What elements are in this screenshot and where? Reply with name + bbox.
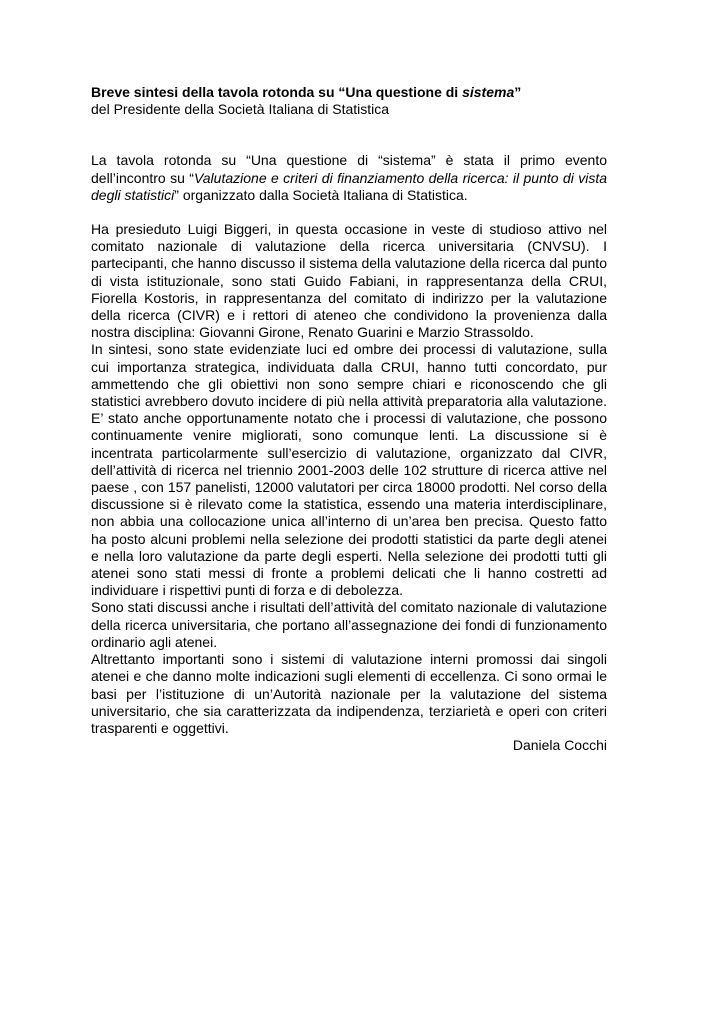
- spacer: [91, 118, 607, 152]
- document-title: [91, 84, 607, 101]
- title-suffix: ”: [514, 84, 522, 100]
- intro-text-start: La tavola rotonda su “Una questione di “sistema” è stata il primo evento dell’incontro su “: [91, 152, 607, 186]
- author-signature: Daniela Cocchi: [512, 737, 607, 754]
- title-italic: sistema: [462, 84, 515, 100]
- paragraph-internal-systems: Altrettanto importanti sono i sistemi di valutazione interni promossi dai singoli atenei e che danno molte indicazioni sugli elementi di eccellenza. Ci sono ormai le basi per l’istituzione di un’Autorità nazionale per la valutazione del sistema universitario, che sia caratterizzata da indipendenza, terziarietà e operi con criteri trasparenti e oggettivi.: [91, 651, 607, 736]
- document-subtitle: del Presidente della Società Italiana di Statistica: [91, 101, 390, 118]
- spacer: [91, 204, 607, 221]
- document-body: [91, 84, 607, 754]
- intro-event-title: Valutazione e criteri di finanziamento della ricerca: il punto di vista degli statistici: [91, 169, 608, 203]
- paragraph-summary: In sintesi, sono state evidenziate luci ed ombre dei processi di valutazione, sulla cui importanza strategica, individuata dalla CRUI, hanno tutti concordato, pur ammettendo che gli obiettivi non sono sempre chiari e riconoscendo che gli statistici avrebbero dovuto incidere di più nella attività preparatoria alla valutazione. E’ stato anche opportunamente notato che i processi di valutazione, che possono continuamente venire migliorati, sono comunque lenti. La discussione si è incentrata particolarmente sull’esercizio di valutazione, organizzato dal CIVR, dell’attività di ricerca nel triennio 2001-2003 delle 102 strutture di ricerca attive nel paese , con 157 panelisti, 12000 valutatori per circa 18000 prodotti. Nel corso della discussione si è rilevato come la statistica, essendo una materia interdisciplinare, non abbia una collocazione unica all’interno di un’area ben precisa. Questo fatto ha posto alcuni problemi nella selezione dei prodotti statistici da parte degli atenei e nella loro valutazione da parte degli esperti. Nella selezione dei prodotti tutti gli atenei sono stati messi di fronte a problemi delicati che li hanno costretti ad individuare i rispettivi punti di forza e di debolezza.: [91, 341, 607, 599]
- intro-paragraph: [91, 152, 607, 204]
- paragraph-results: Sono stati discussi anche i risultati dell’attività del comitato nazionale di valutazione della ricerca universitaria, che portano all’assegnazione dei fondi di funzionamento ordinario agli atenei.: [91, 599, 607, 650]
- title-prefix: Breve sintesi della tavola rotonda su “Una questione di: [91, 84, 463, 100]
- paragraph-participants: Ha presieduto Luigi Biggeri, in questa occasione in veste di studioso attivo nel comitato nazionale di valutazione della ricerca universitaria (CNVSU). I partecipanti, che hanno discusso il sistema della valutazione della ricerca dal punto di vista istituzionale, sono stati Guido Fabiani, in rappresentanza della CRUI, Fiorella Kostoris, in rappresentanza del comitato di indirizzo per la valutazione della ricerca (CIVR) e i rettori di ateneo che condividono la provenienza dalla nostra disciplina: Giovanni Girone, Renato Guarini e Marzio Strassoldo.: [91, 221, 607, 341]
- intro-text-end: ” organizzato dalla Società Italiana di Statistica.: [174, 186, 468, 203]
